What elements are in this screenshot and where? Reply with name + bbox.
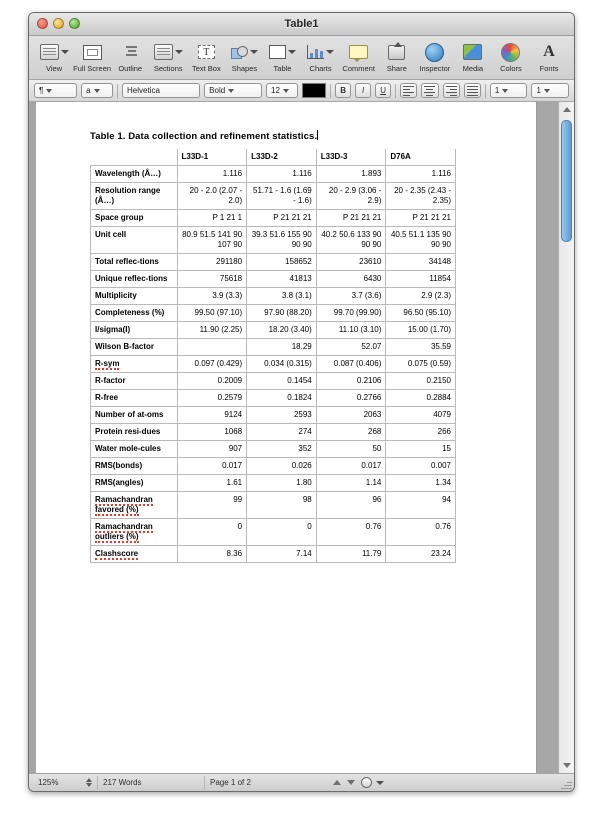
- table-cell: 1.14: [316, 475, 386, 492]
- toolbar-outline[interactable]: [111, 39, 149, 73]
- status-bar: [29, 773, 574, 791]
- table-row-label: Space group: [91, 210, 178, 227]
- toolbar-share-label: Share: [386, 64, 407, 73]
- table-cell: 41813: [247, 271, 317, 288]
- table-cell: 18.20 (3.40): [247, 322, 317, 339]
- table-row-label: Resolution range (Å…): [91, 183, 178, 210]
- table-cell: 0.075 (0.59): [386, 356, 456, 373]
- table-cell: 3.9 (3.3): [177, 288, 247, 305]
- table-cell: 1.80: [247, 475, 317, 492]
- line-spacing-select[interactable]: [490, 83, 528, 98]
- table-cell: 2.9 (2.3): [386, 288, 456, 305]
- table-cell: 2593: [247, 407, 317, 424]
- view-icon: [35, 41, 73, 63]
- toolbar-shapes-label: Shapes: [231, 64, 258, 73]
- table-row[interactable]: [91, 227, 456, 254]
- table-row-label: R-free: [91, 390, 178, 407]
- page-indicator: Page 1 of 2: [210, 778, 251, 787]
- window-controls: [37, 18, 80, 29]
- toolbar-outline-label: Outline: [118, 64, 143, 73]
- table-cell: 96.50 (95.10): [386, 305, 456, 322]
- scroll-down-arrow[interactable]: [559, 758, 574, 773]
- table-cell: 8.36: [177, 546, 247, 563]
- divider: [117, 84, 118, 98]
- table-cell: 0.034 (0.315): [247, 356, 317, 373]
- table-row[interactable]: [91, 339, 456, 356]
- table-cell: 18.29: [247, 339, 317, 356]
- divider: [395, 84, 396, 98]
- table-cell: 0.76: [316, 519, 386, 546]
- table-row[interactable]: [91, 458, 456, 475]
- chevron-down-icon: [283, 89, 289, 93]
- chevron-down-icon: [94, 89, 100, 93]
- scroll-up-arrow[interactable]: [559, 102, 574, 117]
- minimize-button[interactable]: [53, 18, 64, 29]
- paragraph-style-select[interactable]: [34, 83, 77, 98]
- media-icon: [454, 41, 492, 63]
- sections-icon: [149, 41, 187, 63]
- toolbar-fonts[interactable]: [530, 39, 568, 73]
- table-row[interactable]: [91, 356, 456, 373]
- previous-page-icon[interactable]: [333, 780, 341, 785]
- table-cell: 268: [316, 424, 386, 441]
- toolbar-media-label: Media: [462, 64, 484, 73]
- align-left-button[interactable]: [400, 83, 417, 98]
- zoom-stepper-icon[interactable]: [86, 778, 92, 787]
- table-header-row: [91, 149, 456, 166]
- window-title: Table1: [284, 18, 319, 30]
- table-row[interactable]: [91, 183, 456, 210]
- font-size-select[interactable]: [266, 83, 298, 98]
- columns-select[interactable]: [531, 83, 569, 98]
- font-style-value: Bold: [209, 86, 226, 95]
- table-row-label: Ramachandran favored (%): [91, 492, 178, 519]
- colors-icon: [492, 41, 530, 63]
- table-row[interactable]: [91, 390, 456, 407]
- toolbar-table[interactable]: [263, 39, 301, 73]
- fullscreen-icon: [73, 41, 111, 63]
- table-cell: 0.2884: [386, 390, 456, 407]
- table-row-label: Number of at-oms: [91, 407, 178, 424]
- shapes-icon: [225, 41, 263, 63]
- toolbar-media[interactable]: [454, 39, 492, 73]
- toolbar-charts[interactable]: [302, 39, 340, 73]
- table-row[interactable]: [91, 271, 456, 288]
- document-page[interactable]: [36, 102, 537, 773]
- list-style-select[interactable]: [81, 83, 113, 98]
- page-options-button[interactable]: [361, 777, 384, 788]
- table-row[interactable]: [91, 475, 456, 492]
- table-row-label: Unit cell: [91, 227, 178, 254]
- table-cell: 1.34: [386, 475, 456, 492]
- table-cell: 3.7 (3.6): [316, 288, 386, 305]
- table-cell: 0.2009: [177, 373, 247, 390]
- table-cell: P 21 21 21: [316, 210, 386, 227]
- table-row[interactable]: [91, 373, 456, 390]
- table-row-label: Wilson B-factor: [91, 339, 178, 356]
- table-cell: 94: [386, 492, 456, 519]
- table-row-label: Multiplicity: [91, 288, 178, 305]
- bold-button[interactable]: B: [335, 83, 351, 98]
- table-cell: 20 - 2.0 (2.07 - 2.0): [177, 183, 247, 210]
- vertical-scroll-thumb[interactable]: [561, 120, 572, 242]
- table-cell: 3.8 (3.1): [247, 288, 317, 305]
- divider: [330, 84, 331, 98]
- table-row[interactable]: [91, 407, 456, 424]
- table-row-label: I/sigma(I): [91, 322, 178, 339]
- share-icon: [378, 41, 416, 63]
- table-cell: 50: [316, 441, 386, 458]
- table-cell: 266: [386, 424, 456, 441]
- table-cell: 6430: [316, 271, 386, 288]
- table-row[interactable]: [91, 322, 456, 339]
- align-justify-button[interactable]: [464, 83, 481, 98]
- table-cell: 20 - 2.9 (3.06 - 2.9): [316, 183, 386, 210]
- align-right-button[interactable]: [443, 83, 460, 98]
- chevron-down-icon: [376, 781, 384, 785]
- toolbar-full-screen[interactable]: [73, 39, 111, 73]
- line-spacing-value: 1: [494, 86, 500, 95]
- table-cell: 96: [316, 492, 386, 519]
- table-caption: [90, 130, 506, 142]
- table-cell: 0: [177, 519, 247, 546]
- toolbar-charts-label: Charts: [309, 64, 332, 73]
- table-cell: 0.2150: [386, 373, 456, 390]
- table-cell: 0.2579: [177, 390, 247, 407]
- zoom-control[interactable]: [33, 776, 98, 790]
- table-cell: 0.2106: [316, 373, 386, 390]
- table-cell: 51.71 - 1.6 (1.69 - 1.6): [247, 183, 317, 210]
- zoom-button[interactable]: [69, 18, 80, 29]
- charts-icon: [302, 41, 340, 63]
- font-size-value: 12: [271, 86, 280, 95]
- chevron-down-icon: [502, 89, 508, 93]
- table-cell: 97.90 (88.20): [247, 305, 317, 322]
- table-header-cell: L33D-1: [177, 149, 247, 166]
- table-cell: 35.59: [386, 339, 456, 356]
- font-style-select[interactable]: [204, 83, 262, 98]
- table-cell: 0.76: [386, 519, 456, 546]
- window-titlebar[interactable]: [29, 13, 574, 36]
- list-style-value: a: [86, 86, 91, 95]
- table-cell: 0.1454: [247, 373, 317, 390]
- text-color-swatch[interactable]: [302, 83, 326, 98]
- table-cell: 23610: [316, 254, 386, 271]
- table-cell: 99.50 (97.10): [177, 305, 247, 322]
- table-row[interactable]: [91, 166, 456, 183]
- zoom-value: 125%: [38, 778, 59, 787]
- underline-button[interactable]: U: [375, 83, 391, 98]
- table-cell: P 21 21 21: [247, 210, 317, 227]
- textbox-icon: T: [187, 41, 225, 63]
- table-cell: 98: [247, 492, 317, 519]
- table-cell: 1.116: [247, 166, 317, 183]
- toolbar-fonts-label: Fonts: [539, 64, 559, 73]
- table-row-label: Ramachandran outliers (%): [91, 519, 178, 546]
- statistics-table[interactable]: [90, 149, 456, 563]
- table-row[interactable]: [91, 546, 456, 563]
- align-center-button[interactable]: [421, 83, 438, 98]
- table-cell: 15.00 (1.70): [386, 322, 456, 339]
- toolbar-sections[interactable]: [149, 39, 187, 73]
- divider: [485, 84, 486, 98]
- table-header-cell: L33D-2: [247, 149, 317, 166]
- toolbar-colors[interactable]: [492, 39, 530, 73]
- toolbar-view-label: View: [45, 64, 63, 73]
- table-row-label: R-sym: [91, 356, 178, 373]
- italic-button[interactable]: I: [355, 83, 371, 98]
- table-cell: 0.2766: [316, 390, 386, 407]
- page-navigation[interactable]: [325, 777, 384, 788]
- table-cell: 11.10 (3.10): [316, 322, 386, 339]
- table-header-blank: [91, 149, 178, 166]
- table-cell: 11.79: [316, 546, 386, 563]
- table-cell: 34148: [386, 254, 456, 271]
- chevron-down-icon: [228, 89, 234, 93]
- table-row-label: R-factor: [91, 373, 178, 390]
- table-icon: [263, 41, 301, 63]
- table-cell: 75618: [177, 271, 247, 288]
- table-cell: 0.007: [386, 458, 456, 475]
- table-cell: 52.07: [316, 339, 386, 356]
- table-cell: 80.9 51.5 141 90 107 90: [177, 227, 247, 254]
- toolbar-sections-label: Sections: [153, 64, 183, 73]
- table-cell: 11.90 (2.25): [177, 322, 247, 339]
- table-cell: 23.24: [386, 546, 456, 563]
- table-row[interactable]: [91, 519, 456, 546]
- table-row-label: Completeness (%): [91, 305, 178, 322]
- font-family-select[interactable]: [122, 83, 200, 98]
- toolbar-inspector[interactable]: [416, 39, 454, 73]
- table-row[interactable]: [91, 288, 456, 305]
- inspector-icon: [416, 41, 454, 63]
- outline-icon: [111, 41, 149, 63]
- table-cell: 1.116: [386, 166, 456, 183]
- toolbar-shapes[interactable]: [225, 39, 263, 73]
- table-row[interactable]: [91, 305, 456, 322]
- table-cell: 907: [177, 441, 247, 458]
- vertical-scrollbar[interactable]: [558, 102, 574, 773]
- toolbar-full-screen-label: Full Screen: [73, 64, 112, 73]
- table-cell: 11854: [386, 271, 456, 288]
- table-cell: 352: [247, 441, 317, 458]
- table-cell: 158652: [247, 254, 317, 271]
- table-cell: 7.14: [247, 546, 317, 563]
- table-cell: 40.2 50.6 133 90 90 90: [316, 227, 386, 254]
- toolbar-view[interactable]: [35, 39, 73, 73]
- comment-icon: [340, 41, 378, 63]
- toolbar-text-box[interactable]: [187, 39, 225, 73]
- table-cell: 1.893: [316, 166, 386, 183]
- word-count: 217 Words: [98, 776, 205, 790]
- table-row[interactable]: [91, 254, 456, 271]
- table-cell: 0.017: [177, 458, 247, 475]
- table-caption-text: Table 1. Data collection and refinement statistics.: [90, 131, 318, 142]
- table-row-label: Wavelength (Å…): [91, 166, 178, 183]
- resize-grip[interactable]: [560, 777, 573, 790]
- table-cell: 15: [386, 441, 456, 458]
- toolbar-comment[interactable]: [340, 39, 378, 73]
- table-cell: 2063: [316, 407, 386, 424]
- table-row-label: Total reflec-tions: [91, 254, 178, 271]
- table-header-cell: L33D-3: [316, 149, 386, 166]
- next-page-icon[interactable]: [347, 780, 355, 785]
- table-row[interactable]: [91, 441, 456, 458]
- table-row[interactable]: [91, 492, 456, 519]
- table-cell: 0.097 (0.429): [177, 356, 247, 373]
- table-cell: 40.5 51.1 135 90 90 90: [386, 227, 456, 254]
- toolbar-inspector-label: Inspector: [419, 64, 451, 73]
- table-cell: 0.026: [247, 458, 317, 475]
- table-row-label: RMS(angles): [91, 475, 178, 492]
- table-cell: 39.3 51.6 155 90 90 90: [247, 227, 317, 254]
- table-cell: 0: [247, 519, 317, 546]
- table-cell: P 21 21 21: [386, 210, 456, 227]
- table-cell: 20 - 2.35 (2.43 - 2.35): [386, 183, 456, 210]
- table-cell: 1068: [177, 424, 247, 441]
- table-row[interactable]: [91, 210, 456, 227]
- table-cell: 291180: [177, 254, 247, 271]
- table-cell: 0.1824: [247, 390, 317, 407]
- table-row-label: Unique reflec-tions: [91, 271, 178, 288]
- close-button[interactable]: [37, 18, 48, 29]
- chevron-down-icon: [544, 89, 550, 93]
- table-cell: 1.116: [177, 166, 247, 183]
- toolbar-share[interactable]: [378, 39, 416, 73]
- toolbar-table-label: Table: [273, 64, 292, 73]
- document-canvas[interactable]: [29, 102, 574, 773]
- table-row[interactable]: [91, 424, 456, 441]
- table-cell: 0.087 (0.406): [316, 356, 386, 373]
- text-cursor: [317, 130, 318, 140]
- table-row-label: Clashscore: [91, 546, 178, 563]
- table-row-label: Protein resi-dues: [91, 424, 178, 441]
- table-header-cell: D76A: [386, 149, 456, 166]
- table-row-label: RMS(bonds): [91, 458, 178, 475]
- chevron-down-icon: [46, 89, 52, 93]
- table-cell: P 1 21 1: [177, 210, 247, 227]
- columns-value: 1: [536, 86, 541, 95]
- table-row-label: Water mole-cules: [91, 441, 178, 458]
- table-cell: 4079: [386, 407, 456, 424]
- main-toolbar: [29, 36, 574, 80]
- table-cell: 1.61: [177, 475, 247, 492]
- table-cell: [177, 339, 247, 356]
- table-cell: 274: [247, 424, 317, 441]
- table-cell: 99: [177, 492, 247, 519]
- table-cell: 0.017: [316, 458, 386, 475]
- table-cell: 99.70 (99.90): [316, 305, 386, 322]
- toolbar-text-box-label: Text Box: [191, 64, 221, 73]
- font-family-value: Helvetica: [127, 86, 160, 95]
- paragraph-style-value: ¶: [39, 86, 44, 95]
- fonts-icon: A: [543, 43, 555, 60]
- document-window: [28, 12, 575, 792]
- toolbar-comment-label: Comment: [342, 64, 375, 73]
- toolbar-colors-label: Colors: [500, 64, 522, 73]
- format-bar: [29, 80, 574, 102]
- table-cell: 9124: [177, 407, 247, 424]
